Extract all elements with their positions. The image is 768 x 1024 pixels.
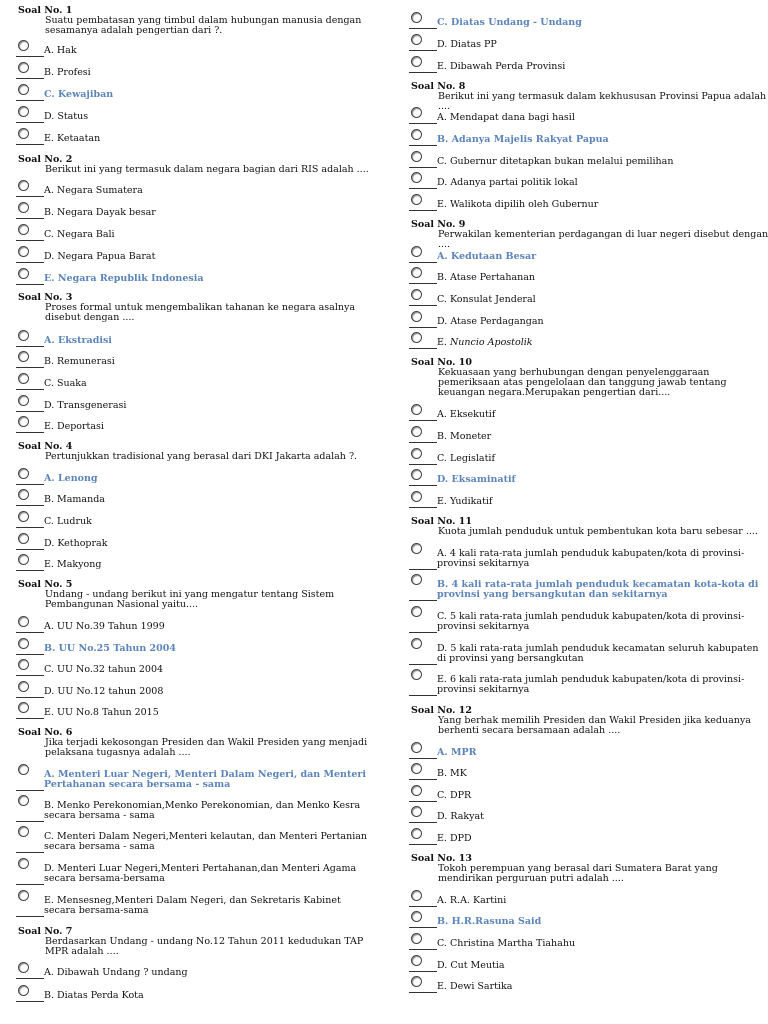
question-number: Soal No. 10 xyxy=(411,357,472,368)
radio-button[interactable] xyxy=(411,933,422,944)
question-number: Soal No. 1 xyxy=(18,5,73,16)
radio-button[interactable] xyxy=(18,702,29,713)
radio-button[interactable] xyxy=(18,84,29,95)
question-text: Pertunjukkan tradisional yang berasal dari DKI Jakarta adalah ?. xyxy=(45,451,358,462)
question-text: Berikut ini yang termasuk dalam kekhususan Provinsi Papua adalah .... xyxy=(438,91,767,112)
radio-button[interactable] xyxy=(18,638,29,649)
radio-button[interactable] xyxy=(411,151,422,162)
radio-button[interactable] xyxy=(411,426,422,437)
radio-button[interactable] xyxy=(411,911,422,922)
question-number: Soal No. 7 xyxy=(18,926,73,937)
radio-button[interactable] xyxy=(411,574,422,585)
radio-button[interactable] xyxy=(411,246,422,257)
radio-button[interactable] xyxy=(18,489,29,500)
radio-button[interactable] xyxy=(18,395,29,406)
radio-button[interactable] xyxy=(411,890,422,901)
question-number: Soal No. 4 xyxy=(18,441,73,452)
radio-button[interactable] xyxy=(411,606,422,617)
radio-button[interactable] xyxy=(411,332,422,343)
radio-button[interactable] xyxy=(18,858,29,869)
radio-button[interactable] xyxy=(411,311,422,322)
radio-button[interactable] xyxy=(411,267,422,278)
radio-button[interactable] xyxy=(18,554,29,565)
radio-button[interactable] xyxy=(18,106,29,117)
radio-button[interactable] xyxy=(18,330,29,341)
radio-button[interactable] xyxy=(411,828,422,839)
radio-button[interactable] xyxy=(411,785,422,796)
radio-button[interactable] xyxy=(411,56,422,67)
radio-button[interactable] xyxy=(18,764,29,775)
radio-button[interactable] xyxy=(18,128,29,139)
radio-button[interactable] xyxy=(411,404,422,415)
radio-button[interactable] xyxy=(18,202,29,213)
question-text: Yang berhak memilih Presiden dan Wakil Presiden jika keduanya berhenti secara bersamaan adalah .... xyxy=(438,715,751,736)
question-text: Suatu pembatasan yang timbul dalam hubungan manusia dengan sesamanya adalah pengertian dari ?. xyxy=(45,15,362,36)
question-text: Berikut ini yang termasuk dalam negara bagian dari RIS adalah .... xyxy=(45,164,369,175)
radio-button[interactable] xyxy=(18,224,29,235)
radio-button[interactable] xyxy=(18,180,29,191)
radio-button[interactable] xyxy=(18,890,29,901)
question-text: Perwakilan kementerian perdagangan di luar negeri disebut dengan .... xyxy=(438,229,768,250)
radio-button[interactable] xyxy=(411,34,422,45)
radio-button[interactable] xyxy=(18,62,29,73)
question-number: Soal No. 8 xyxy=(411,81,466,92)
radio-button[interactable] xyxy=(18,681,29,692)
radio-button[interactable] xyxy=(411,669,422,680)
question-text: Undang - undang berikut ini yang mengatur tentang Sistem Pembangunan Nasional yaitu.... xyxy=(45,589,335,610)
radio-button[interactable] xyxy=(18,962,29,973)
radio-button[interactable] xyxy=(411,976,422,987)
radio-button[interactable] xyxy=(411,129,422,140)
radio-button[interactable] xyxy=(18,468,29,479)
radio-button[interactable] xyxy=(411,469,422,480)
question-number: Soal No. 9 xyxy=(411,219,466,230)
radio-button[interactable] xyxy=(411,806,422,817)
radio-button[interactable] xyxy=(411,172,422,183)
question-text: Kuota jumlah penduduk untuk pembentukan kota baru sebesar .... xyxy=(438,526,758,537)
radio-button[interactable] xyxy=(411,289,422,300)
question-number: Soal No. 3 xyxy=(18,292,73,303)
question-number: Soal No. 5 xyxy=(18,579,73,590)
question-number: Soal No. 11 xyxy=(411,516,472,527)
question-text: Kekuasaan yang berhubungan dengan penyelenggaraan pemeriksaan atas pengelolaan dan tanggung jawab tentang keuangan negara.Merupakan pengertian dari.... xyxy=(438,367,727,398)
radio-button[interactable] xyxy=(18,616,29,627)
question-text: Proses formal untuk mengembalikan tahanan ke negara asalnya disebut dengan .... xyxy=(45,302,356,323)
question-number: Soal No. 13 xyxy=(411,853,472,864)
radio-button[interactable] xyxy=(18,985,29,996)
radio-button[interactable] xyxy=(411,491,422,502)
radio-button[interactable] xyxy=(18,246,29,257)
question-text: Tokoh perempuan yang berasal dari Sumatera Barat yang mendirikan perguruan putri adalah .... xyxy=(438,863,718,884)
question-text: Berdasarkan Undang - undang No.12 Tahun 2011 kedudukan TAP MPR adalah .... xyxy=(45,936,364,957)
quiz-page: Soal No. 1 Suatu pembatasan yang timbul dalam hubungan manusia dengan sesamanya adalah pengertian dari ?. A. Hak B. Profesi C. Kewajiban D. Status E. Ketaatan Soal No. 2 Berikut ini yang termasuk dalam negara bagian dari RIS adalah .... A. Negara Sumatera B. Negara Dayak besar C. Negara Bali D. Negara Papua Barat E. Negara Republik Indonesia Soal No. 3 Proses formal untuk mengembalikan tahanan ke negara asalnya disebut dengan .... A. Ekstradisi B. Remunerasi C. Suaka D. Transgenerasi E. Deportasi Soal No. 4 Pertunjukkan tradisional yang berasal dari DKI Jakarta adalah ?. A. Lenong B. Mamanda C. Ludruk D. Kethoprak E. Makyong Soal No. 5 Undang - undang berikut ini yang mengatur tentang Sistem Pembangunan Nasional yaitu.... A. UU No.39 Tahun 1999 B. UU No.25 Tahun 2004 C. UU No.32 tahun 2004 D. UU No.12 tahun 2008 E. UU No.8 Tahun 2015 Soal No. 6 Jika terjadi kekosongan Presiden dan Wakil Presiden yang menjadi pelaksana tugasnya adalah .... A. Menteri Luar Negeri, Menteri Dalam Negeri, dan Menteri Pertahanan secara bersama - sama B. Menko Perekonomian,Menko Perekonomian, dan Menko Kesra secara bersama - sama C. Menteri Dalam Negeri,Menteri kelautan, dan Menteri Pertanian secara bersama - sama D. Menteri Luar Negeri,Menteri Pertahanan,dan Menteri Agama secara bersama-bersama E. Mensesneg,Menteri Dalam Negeri, dan Sekretaris Kabinet secara bersama-sama Soal No. 7 Berdasarkan Undang - undang No.12 Tahun 2011 kedudukan TAP MPR adalah .... A. Dibawah Undang ? undang B. Diatas Perda Kota C. Diatas Undang - Undang D. Diatas PP E. Dibawah Perda Provinsi Soal No. 8 Berikut ini yang termasuk dalam kekhususan Provinsi Papua adalah .... A. Mendapat dana bagi hasil B. Adanya Majelis Rakyat Papua C. Gubernur ditetapkan bukan melalui pemilihan D. Adanya partai politik lokal E. Walikota dipilih oleh Gubernur Soal No. 9 Perwakilan kementerian perdagangan di luar negeri disebut dengan .... A. Kedutaan Besar B. Atase Pertahanan C. Konsulat Jenderal D. Atase Perdagangan E. Nuncio Apostolik Soal No. 10 Kekuasaan yang berhubungan dengan penyelenggaraan pemeriksaan atas pengelolaan dan tanggung jawab tentang keuangan negara.Merupakan pengertian dari.... A. Eksekutif B. Moneter C. Legislatif D. Eksaminatif E. Yudikatif Soal No. 11 Kuota jumlah penduduk untuk pembentukan kota baru sebesar .... A. 4 kali rata-rata jumlah penduduk kabupaten/kota di provinsi-provinsi sekitarnya B. 4 kali rata-rata jumlah penduduk kecamatan kota-kota di provinsi yang bersangkutan dan sekitarnya C. 5 kali rata-rata jumlah penduduk kabupaten/kota di provinsi-provinsi sekitarnya D. 5 kali rata-rata jumlah penduduk kecamatan seluruh kabupaten di provinsi yang bersangkutan E. 6 kali rata-rata jumlah penduduk kabupaten/kota di provinsi-provinsi sekitarnya Soal No. 12 Yang berhak memilih Presiden dan Wakil Presiden jika keduanya berhenti secara bersamaan adalah .... A. MPR B. MK C. DPR D. Rakyat E. DPD Soal No. 13 Tokoh perempuan yang berasal dari Sumatera Barat yang mendirikan perguruan putri adalah .... A. R.A. Kartini B. H.R.Rasuna Said C. Christina Martha Tiahahu D. Cut Meutia E. Dewi Sartika xyxy=(18,5,768,1001)
radio-button[interactable] xyxy=(411,742,422,753)
radio-button[interactable] xyxy=(18,373,29,384)
radio-button[interactable] xyxy=(411,448,422,459)
radio-button[interactable] xyxy=(18,416,29,427)
question-number: Soal No. 6 xyxy=(18,727,73,738)
radio-button[interactable] xyxy=(18,511,29,522)
radio-button[interactable] xyxy=(18,659,29,670)
question-text: Jika terjadi kekosongan Presiden dan Wakil Presiden yang menjadi pelaksana tugasnya adalah .... xyxy=(45,737,368,758)
radio-button[interactable] xyxy=(18,351,29,362)
radio-button[interactable] xyxy=(411,107,422,118)
radio-button[interactable] xyxy=(18,795,29,806)
radio-button[interactable] xyxy=(411,543,422,554)
radio-button[interactable] xyxy=(18,533,29,544)
radio-button[interactable] xyxy=(411,763,422,774)
radio-button[interactable] xyxy=(411,12,422,23)
question-number: Soal No. 2 xyxy=(18,154,73,165)
radio-button[interactable] xyxy=(411,194,422,205)
radio-button[interactable] xyxy=(18,40,29,51)
question-number: Soal No. 12 xyxy=(411,705,472,716)
radio-button[interactable] xyxy=(411,638,422,649)
radio-button[interactable] xyxy=(18,826,29,837)
radio-button[interactable] xyxy=(411,955,422,966)
radio-button[interactable] xyxy=(18,268,29,279)
